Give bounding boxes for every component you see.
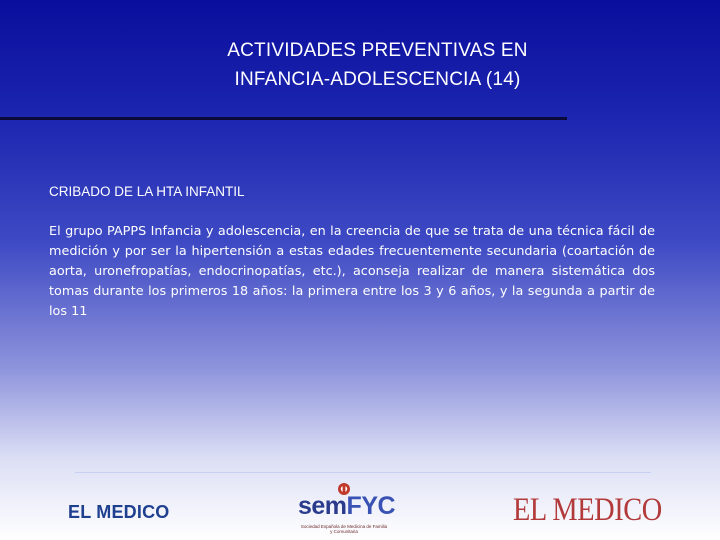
slide-title-line-1: ACTIVIDADES PREVENTIVAS EN	[227, 40, 528, 61]
section-heading: CRIBADO DE LA HTA INFANTIL	[49, 184, 245, 199]
semfyc-logo-text	[298, 492, 395, 521]
semfyc-logo	[296, 482, 396, 534]
body-paragraph: El grupo PAPPS Infancia y adolescencia, en la creencia de que se trata de una técnica fácil de medición y por ser la hipertensión a estas edades frecuentemente secundaria (coartación de aorta, uronefropatías, endocrinopatías, etc.), aconseja realizar de manera sistemática dos tomas durante los primeros 18 años: la primera entre los 3 y 6 años, y la segunda a partir de los 11	[49, 224, 655, 319]
footer-divider	[75, 472, 651, 473]
slide-title	[120, 36, 635, 94]
el-medico-logo-left	[68, 500, 178, 526]
semfyc-subtitle: Sociedad Española de Medicina de Familia y Comunitaria	[300, 524, 388, 534]
semfyc-logo-fyc: FYC	[346, 492, 396, 520]
el-medico-logo-left-text: EL MEDICO	[68, 502, 170, 522]
title-divider	[0, 117, 567, 120]
slide-title-line-2: INFANCIA-ADOLESCENCIA (14)	[234, 69, 521, 90]
el-medico-logo-right: EL MEDICO	[513, 492, 662, 528]
semfyc-logo-sem: sem	[298, 492, 347, 520]
